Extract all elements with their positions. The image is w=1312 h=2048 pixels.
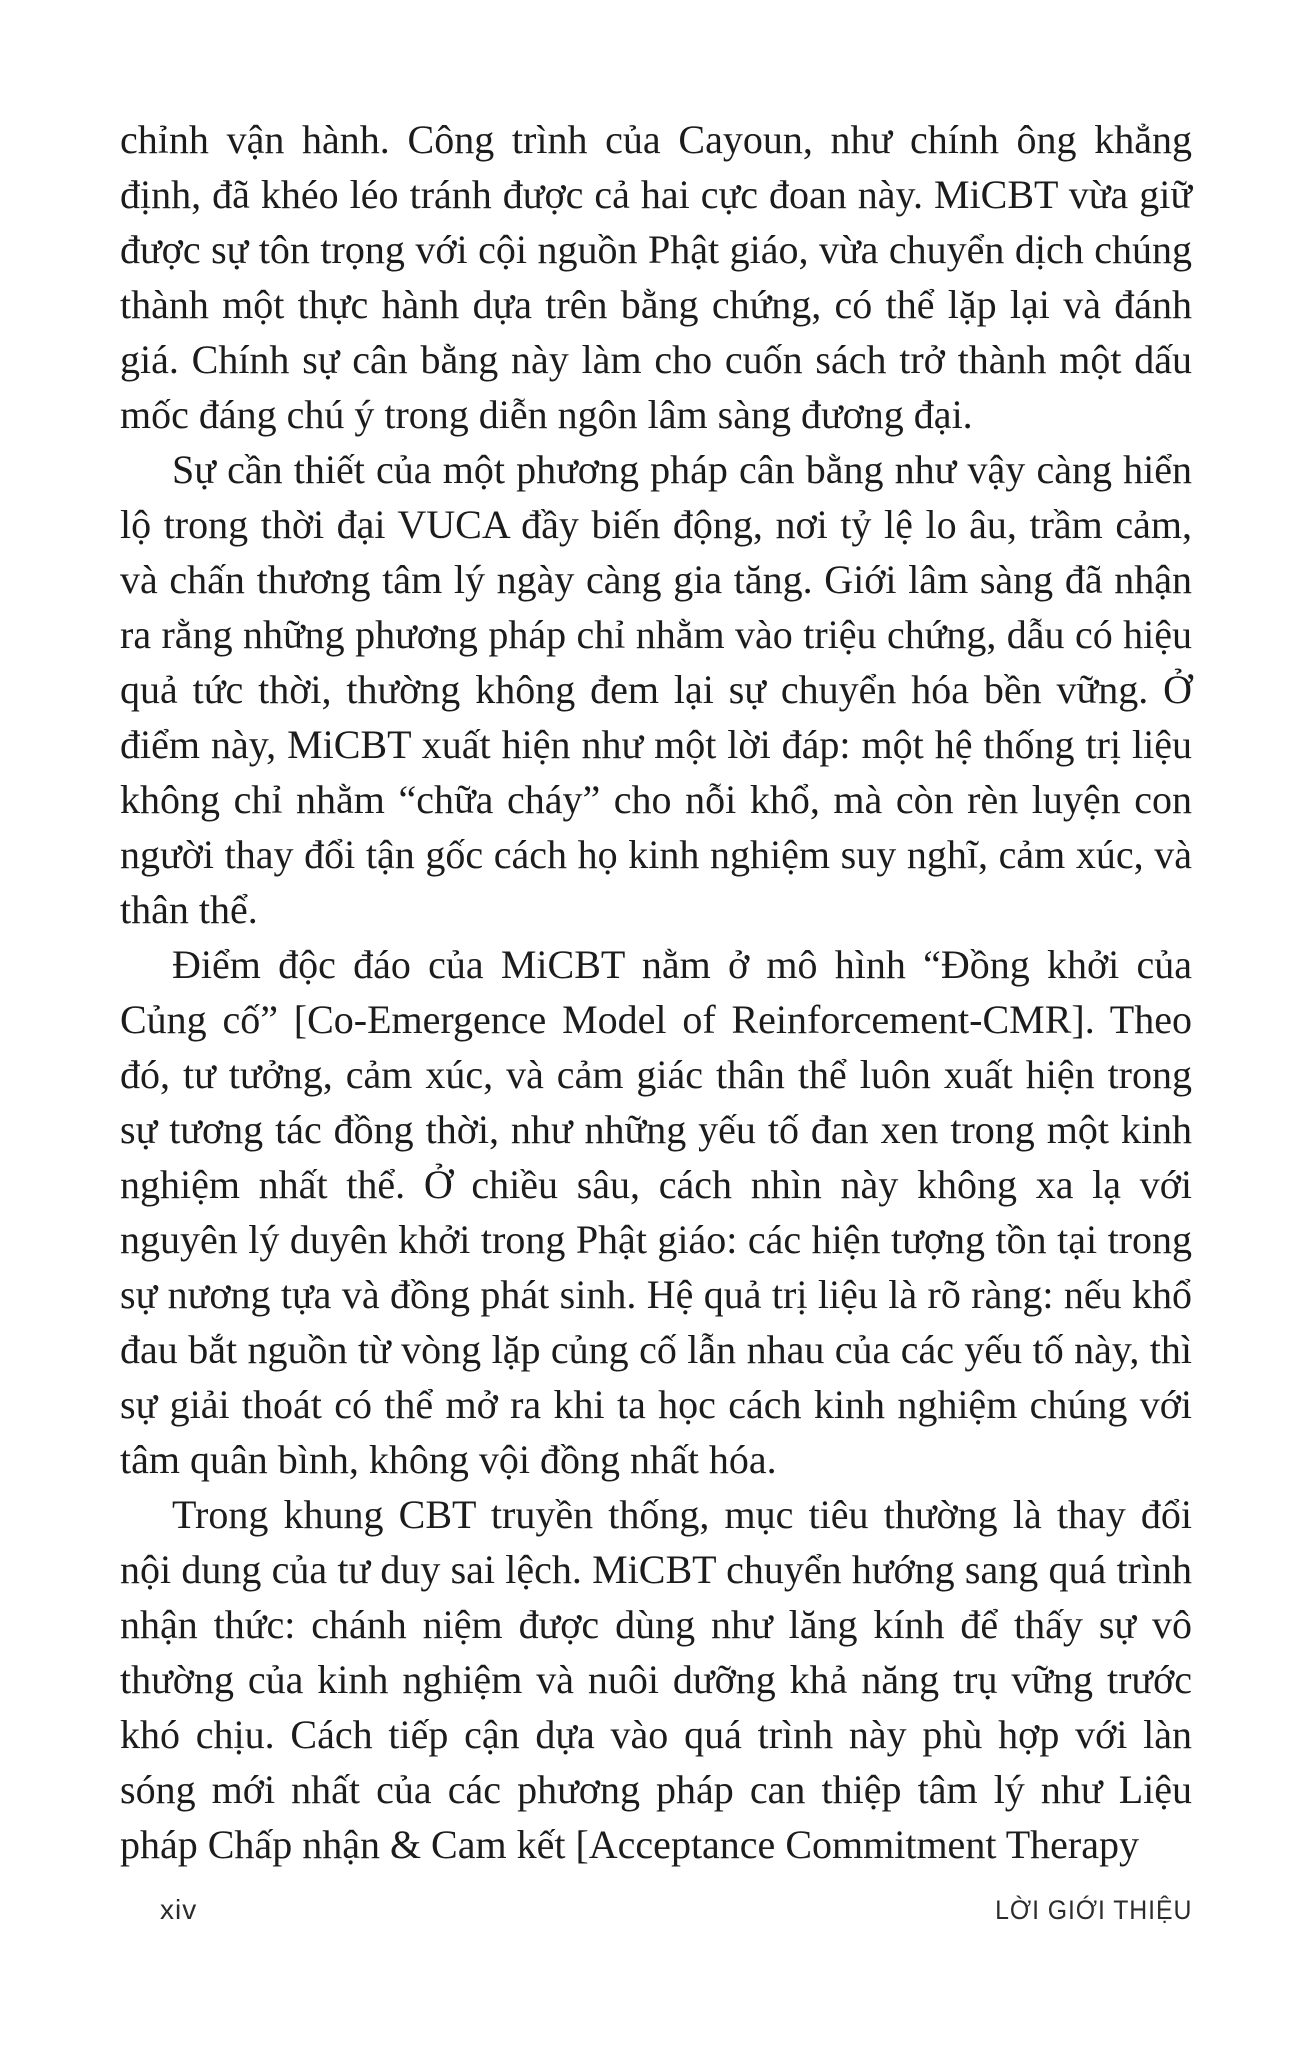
running-header-section-title: LỜI GIỚI THIỆU (994, 1895, 1192, 1925)
body-text (120, 112, 1192, 1872)
page-number: xiv (160, 1894, 198, 1925)
paragraph: Điểm độc đáo của MiCBT nằm ở mô hình “Đồng khởi của Củng cố” [Co-Emergence Model of Reinforcement-CMR]. Theo đó, tư tưởng, cảm xúc, và cảm giác thân thể luôn xuất hiện trong sự tương tác đồng thời, như những yếu tố đan xen trong một kinh nghiệm nhất thể. Ở chiều sâu, cách nhìn này không xa lạ với nguyên lý duyên khởi trong Phật giáo: các hiện tượng tồn tại trong sự nương tựa và đồng phát sinh. Hệ quả trị liệu là rõ ràng: nếu khổ đau bắt nguồn từ vòng lặp củng cố lẫn nhau của các yếu tố này, thì sự giải thoát có thể mở ra khi ta học cách kinh nghiệm chúng với tâm quân bình, không vội đồng nhất hóa. (120, 942, 1192, 1482)
paragraph: chỉnh vận hành. Công trình của Cayoun, như chính ông khẳng định, đã khéo léo tránh được cả hai cực đoan này. MiCBT vừa giữ được sự tôn trọng với cội nguồn Phật giáo, vừa chuyển dịch chúng thành một thực hành dựa trên bằng chứng, có thể lặp lại và đánh giá. Chính sự cân bằng này làm cho cuốn sách trở thành một dấu mốc đáng chú ý trong diễn ngôn lâm sàng đương đại. (120, 117, 1192, 437)
paragraph: Sự cần thiết của một phương pháp cân bằng như vậy càng hiển lộ trong thời đại VUCA đầy biến động, nơi tỷ lệ lo âu, trầm cảm, và chấn thương tâm lý ngày càng gia tăng. Giới lâm sàng đã nhận ra rằng những phương pháp chỉ nhằm vào triệu chứng, dẫu có hiệu quả tức thời, thường không đem lại sự chuyển hóa bền vững. Ở điểm này, MiCBT xuất hiện như một lời đáp: một hệ thống trị liệu không chỉ nhằm “chữa cháy” cho nỗi khổ, mà còn rèn luyện con người thay đổi tận gốc cách họ kinh nghiệm suy nghĩ, cảm xúc, và thân thể. (120, 447, 1192, 932)
page-footer (120, 1894, 1192, 1926)
paragraph: Trong khung CBT truyền thống, mục tiêu thường là thay đổi nội dung của tư duy sai lệch. MiCBT chuyển hướng sang quá trình nhận thức: chánh niệm được dùng như lăng kính để thấy sự vô thường của kinh nghiệm và nuôi dưỡng khả năng trụ vững trước khó chịu. Cách tiếp cận dựa vào quá trình này phù hợp với làn sóng mới nhất của các phương pháp can thiệp tâm lý như Liệu pháp Chấp nhận & Cam kết [Acceptance Commitment Therapy (120, 1492, 1192, 1867)
